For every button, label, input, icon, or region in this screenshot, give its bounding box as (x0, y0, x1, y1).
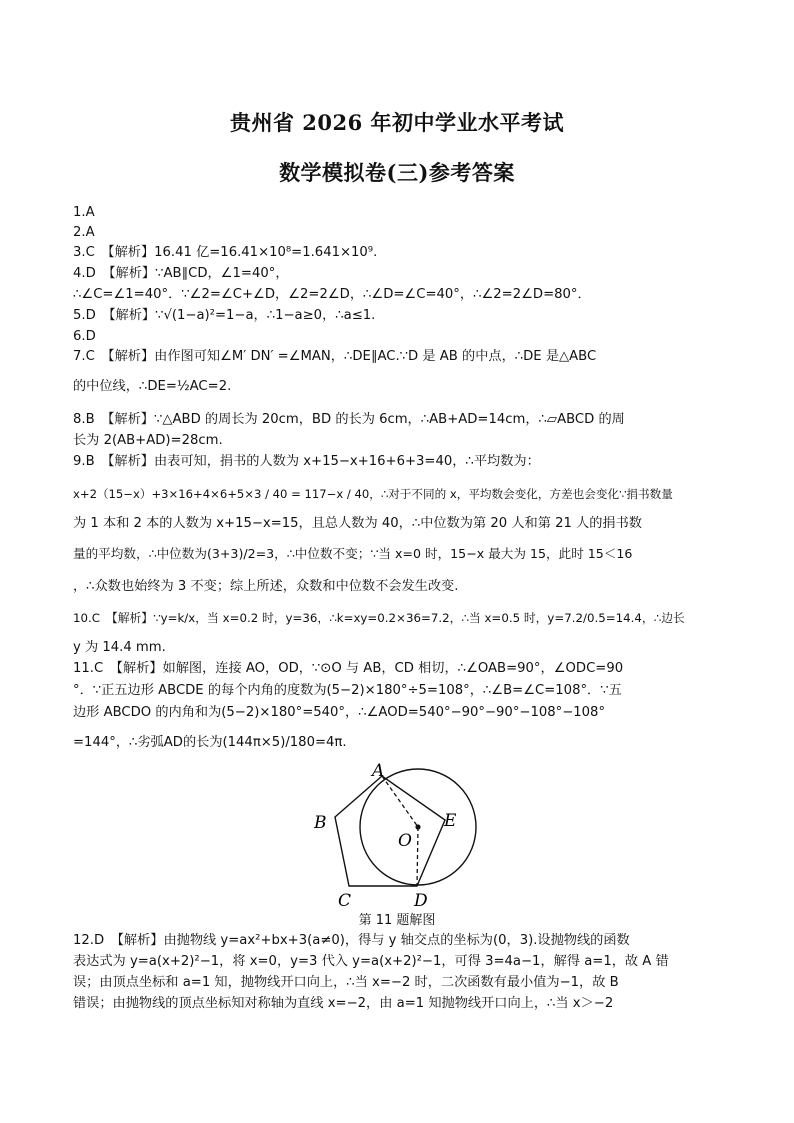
answer-line: 11.C 【解析】如解图，连接 AO，OD，∵⊙O 与 AB，CD 相切，∴∠OAB=90°，∠ODC=90 (73, 661, 624, 676)
label-e: E (444, 811, 457, 831)
answer-line: 4.D 【解析】∵AB∥CD，∠1=40°， (73, 266, 289, 281)
answer-line: y 为 14.4 mm. (73, 640, 166, 655)
answer-line: 1.A (73, 205, 95, 220)
answer-line: x+2（15−x）+3×16+4×6+5×3 / 40 = 117−x / 40，∴对于不同的 x，平均数会变化，方差也会变化∵捐书数量 (73, 487, 673, 501)
pentagon-circle-figure (300, 760, 500, 910)
answer-line: 8.B 【解析】∵△ABD 的周长为 20cm，BD 的长为 6cm，∴AB+AD=14cm，∴▱ABCD 的周 (73, 412, 625, 427)
answer-line: °．∵正五边形 ABCDE 的每个内角的度数为(5−2)×180°÷5=108°，∴∠B=∠C=108°．∵五 (73, 683, 622, 698)
figure-caption: 第 11 题解图 (358, 913, 436, 928)
answer-line: 2.A (73, 225, 95, 240)
label-d: D (414, 891, 428, 910)
segment-od (417, 827, 418, 886)
answer-line: =144°，∴劣弧AD的长为(144π×5)/180=4π. (73, 735, 347, 750)
label-o: O (398, 831, 412, 851)
answer-line: 12.D 【解析】由抛物线 y=ax²+bx+3(a≠0)，得与 y 轴交点的坐标为(0，3).设抛物线的函数 (73, 933, 630, 948)
title-line-2: 数学模拟卷(三)参考答案 (279, 160, 515, 185)
answer-line: 10.C 【解析】∵y=k/x，当 x=0.2 时，y=36，∴k=xy=0.2×36=7.2，∴当 x=0.5 时，y=7.2/0.5=14.4，∴边长 (73, 611, 685, 625)
answer-line: 5.D 【解析】∵√(1−a)²=1−a，∴1−a≥0，∴a≤1. (73, 308, 376, 323)
answer-line: 为 1 本和 2 本的人数为 x+15−x=15，且总人数为 40，∴中位数为第 20 人和第 21 人的捐书数 (73, 516, 642, 531)
segment-ao (382, 776, 418, 827)
label-a: A (372, 761, 385, 781)
answer-line: ，∴众数也始终为 3 不变；综上所述，众数和中位数不会发生改变. (73, 579, 459, 594)
answer-line: ∴∠C=∠1=40°．∵∠2=∠C+∠D，∠2=2∠D，∴∠D=∠C=40°，∴∠2=2∠D=80°． (73, 287, 591, 302)
title-line-1: 贵州省 2026 年初中学业水平考试 (229, 110, 565, 135)
answer-line: 的中位线，∴DE=½AC=2. (73, 379, 232, 394)
answer-line: 错误；由抛物线的顶点坐标知对称轴为直线 x=−2，由 a=1 知抛物线开口向上，∴当 x＞−2 (73, 996, 614, 1011)
answer-line: 6.D (73, 329, 96, 344)
pentagon-abcde (335, 776, 445, 886)
answer-line: 3.C 【解析】16.41 亿=16.41×10⁸=1.641×10⁹. (73, 245, 378, 260)
answer-line: 9.B 【解析】由表可知，捐书的人数为 x+15−x+16+6+3=40，∴平均数为： (73, 454, 540, 469)
answer-line: 长为 2(AB+AD)=28cm. (73, 433, 223, 448)
answer-line: 量的平均数，∴中位数为(3+3)/2=3，∴中位数不变；∵当 x=0 时，15−x 最大为 15，此时 15＜16 (73, 546, 633, 561)
answer-line: 表达式为 y=a(x+2)²−1，将 x=0，y=3 代入 y=a(x+2)²−1，可得 3=4a−1，解得 a=1，故 A 错 (73, 954, 669, 969)
center-point (415, 824, 420, 829)
answer-line: 边形 ABCDO 的内角和为(5−2)×180°=540°，∴∠AOD=540°−90°−90°−108°−108° (73, 705, 606, 720)
label-c: C (338, 891, 352, 910)
answer-line: 误；由顶点坐标和 a=1 知，抛物线开口向上，∴当 x=−2 时，二次函数有最小值为−1，故 B (73, 975, 619, 990)
answer-line: 7.C 【解析】由作图可知∠M′ DN′ =∠MAN，∴DE∥AC.∵D 是 AB 的中点，∴DE 是△ABC (73, 349, 597, 364)
label-b: B (314, 813, 327, 833)
